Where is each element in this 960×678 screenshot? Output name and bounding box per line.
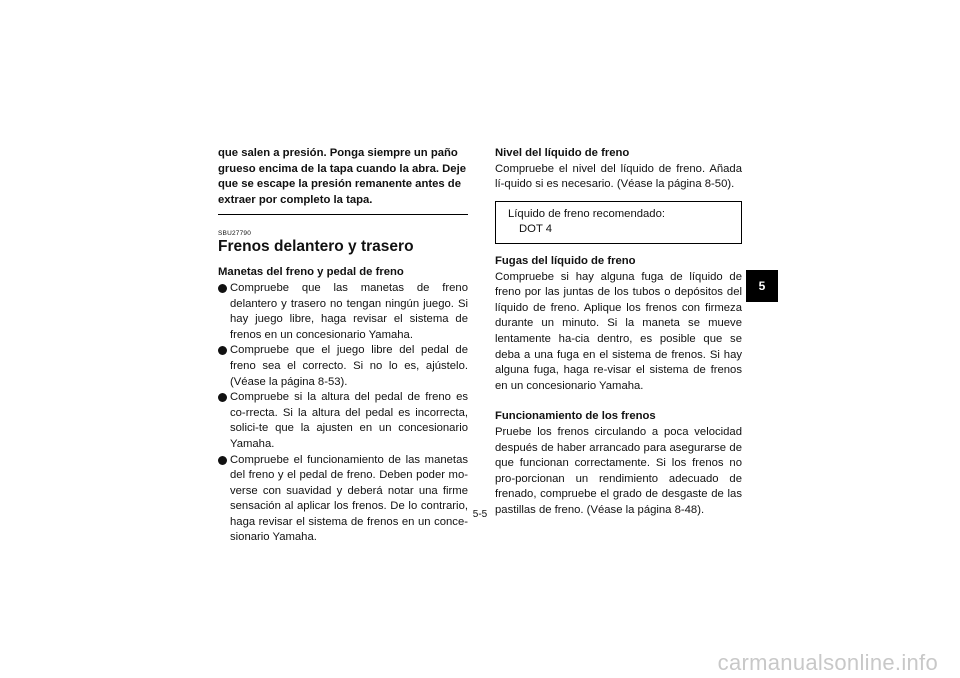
bullet-text: Compruebe que las manetas de freno delantero y trasero no tengan ningún juego. Si hay juego libre, haga revisar el sistema de frenos en un concesionario Yamaha. (230, 281, 468, 341)
bullet-icon (218, 393, 227, 402)
chapter-tab: 5 (746, 270, 778, 302)
bullet-item (218, 390, 468, 452)
right-column (495, 146, 742, 518)
warning-line: extraer por completo la tapa. (218, 193, 373, 206)
box-value: DOT 4 (519, 223, 553, 236)
bullet-text: Compruebe el funcionamiento de las manetas del freno y el pedal de freno. Deben poder mo-verse con suavidad y deberá notar una firme sensación al aplicar los frenos. De lo contrario, haga revisar el sistema de frenos en un conce-sionario Yamaha. (230, 453, 468, 544)
section-code: SBU27790 (218, 230, 252, 238)
page-number: 5-5 (472, 509, 488, 520)
leak-text: Compruebe si hay alguna fuga de líquido de freno por las juntas de los tubos o depósitos del líquido de freno. Aplique los frenos con firmeza durante un minuto. Si la maneta se mueve lentamente ha-cia dentro, es posible que se deba a una fuga en el sistema de frenos. Si hay alguna fuga, haga re-visar el sistema de frenos en un concesionario Yamaha. (495, 270, 742, 392)
bullet-text: Compruebe si la altura del pedal de freno es co-rrecta. Si la altura del pedal es incorrecta, solici-te que la ajusten en un concesionario Yamaha. (230, 391, 468, 450)
warning-line: que se escape la presión remanente antes de (218, 178, 461, 191)
bullet-icon (218, 284, 227, 293)
bullet-item (218, 453, 468, 547)
warning-line: que salen a presión. Ponga siempre un paño (218, 147, 458, 159)
bullet-icon (218, 456, 227, 465)
warning-text (218, 146, 468, 215)
left-column (218, 146, 468, 546)
bullet-text: Compruebe que el juego libre del pedal de freno sea el correcto. Si no lo es, ajústelo. (Véase la página 8-53). (230, 344, 468, 388)
level-text: Compruebe el nivel del líquido de freno. Añada lí-quido si es necesario. (Véase la página 8-50). (495, 162, 742, 191)
spacer (495, 394, 742, 409)
section-title: Frenos delantero y trasero (218, 238, 414, 256)
box-label: Líquido de freno recomendado: (508, 207, 666, 220)
bullet-item (218, 343, 468, 390)
watermark: carmanualsonline.info (717, 650, 938, 675)
warning-line: grueso encima de la tapa cuando la abra. Deje (218, 162, 466, 175)
subheading: Manetas del freno y pedal de freno (218, 266, 404, 279)
function-heading: Funcionamiento de los frenos (495, 410, 656, 423)
function-text: Pruebe los frenos circulando a poca velocidad después de haber arrancado para asegurarse de que funcionan correctamente. Si los frenos no pro-porcionan un rendimiento adecuado de frenado, compruebe el grado de desgaste de las pastillas de freno. (Véase la página 8-48). (495, 425, 742, 516)
bullet-icon (218, 346, 227, 355)
recommended-fluid-box (495, 201, 742, 244)
level-heading: Nivel del líquido de freno (495, 147, 630, 159)
leak-heading: Fugas del líquido de freno (495, 254, 636, 267)
bullet-item (218, 281, 468, 343)
